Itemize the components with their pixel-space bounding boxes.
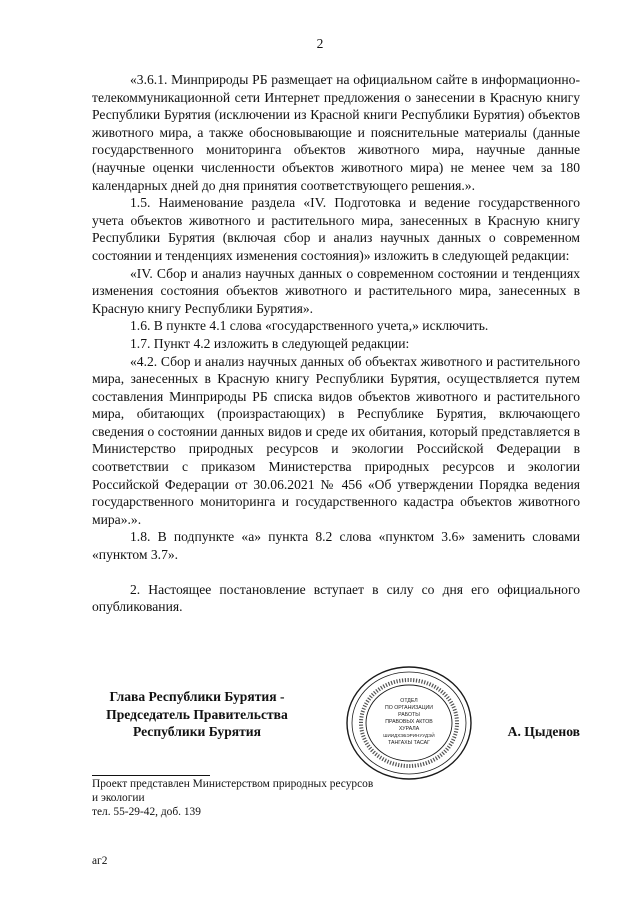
footnote-line: и экологии xyxy=(92,792,145,804)
paragraph-2: 2. Настоящее постановление вступает в силу со дня его официального опубликования. xyxy=(92,581,580,615)
footnote-line: Проект представлен Министерством природных ресурсов xyxy=(92,778,374,790)
document-code: аг2 xyxy=(92,855,108,867)
stamp-text-line: РАБОТЫ xyxy=(398,712,420,718)
signature-block xyxy=(92,688,580,778)
signatory-title xyxy=(92,688,302,741)
paragraph-1-7: 1.7. Пункт 4.2 изложить в следующей редакции: xyxy=(130,335,410,351)
footnote-phone: тел. 55-29-42, доб. 139 xyxy=(92,806,201,818)
paragraph-4-2: «4.2. Сбор и анализ научных данных об объектах животного и растительного мира, занесенных в Красную книгу Республики Бурятия, осуществляется путем составления Минприроды РБ списка видов объектов животного и растительного мира, обитающих (произрастающих) в Республике Бурятия, включающего сведения о состоянии данных видов и среде их обитания, который представляется в Министерство природных ресурсов и экологии Российской Федерации в соответствии с приказом Министерства природных ресурсов и экологии Российской Федерации от 30.06.2021 № 456 «Об утверждении Порядка ведения государственного мониторинга и государственного кадастра объектов животного мира».». xyxy=(92,353,580,527)
official-stamp xyxy=(344,658,474,788)
page-number: 2 xyxy=(316,36,324,51)
paragraph-section-iv: «IV. Сбор и анализ научных данных о современном состоянии и тенденциях изменения состояния объектов животного и растительного мира, занесенных в Красную книгу Республики Бурятия». xyxy=(92,265,580,316)
document-body xyxy=(92,71,580,616)
stamp-text-line: ОТДЕЛ xyxy=(400,698,418,704)
signatory-name: А. Цыденов xyxy=(507,724,580,739)
stamp-text-line: ТАНГАХЫ ТАСАГ xyxy=(388,740,430,746)
paragraph-1-5: 1.5. Наименование раздела «IV. Подготовка и ведение государственного учета объектов животного и растительного мира, занесенных в Красную книгу Республики Бурятия (включая сбор и анализ научных данных о современном состоянии и тенденциях изменения состояния)» изложить в следующей редакции: xyxy=(92,195,580,263)
stamp-text-line: ШИИДХЭБЭРИНУУДЭЙ xyxy=(383,733,435,738)
paragraph-1-6: 1.6. В пункте 4.1 слова «государственного учета,» исключить. xyxy=(130,318,489,334)
signatory-title-line: Глава Республики Бурятия - xyxy=(109,689,285,704)
stamp-text-line: ПРАВОВЫХ АКТОВ xyxy=(385,719,433,725)
paragraph-3-6-1: «3.6.1. Минприроды РБ размещает на официальном сайте в информационно-телекоммуникационной сети Интернет предложения о занесении в Красную книгу Республики Бурятия (исключении из Красной книги Республики Бурятия) объектов животного мира, а также обосновывающие и пояснительные материалы (данные государственного мониторинга объектов животного мира, научные данные (научные оценки численности объектов животного мира) не менее чем за 180 календарных дней до дня принятия соответствующего решения.». xyxy=(92,72,580,193)
footnote-divider xyxy=(92,775,210,776)
stamp-text-line: ХУРАЛА xyxy=(398,726,420,732)
paragraph-1-8: 1.8. В подпункте «а» пункта 8.2 слова «пунктом 3.6» заменить словами «пунктом 3.7». xyxy=(92,529,580,563)
footnote xyxy=(92,775,373,819)
signatory-title-line: Председатель Правительства xyxy=(106,706,288,722)
stamp-text-line: ПО ОРГАНИЗАЦИИ xyxy=(385,705,433,711)
signatory-title-line: Республики Бурятия xyxy=(132,724,261,740)
